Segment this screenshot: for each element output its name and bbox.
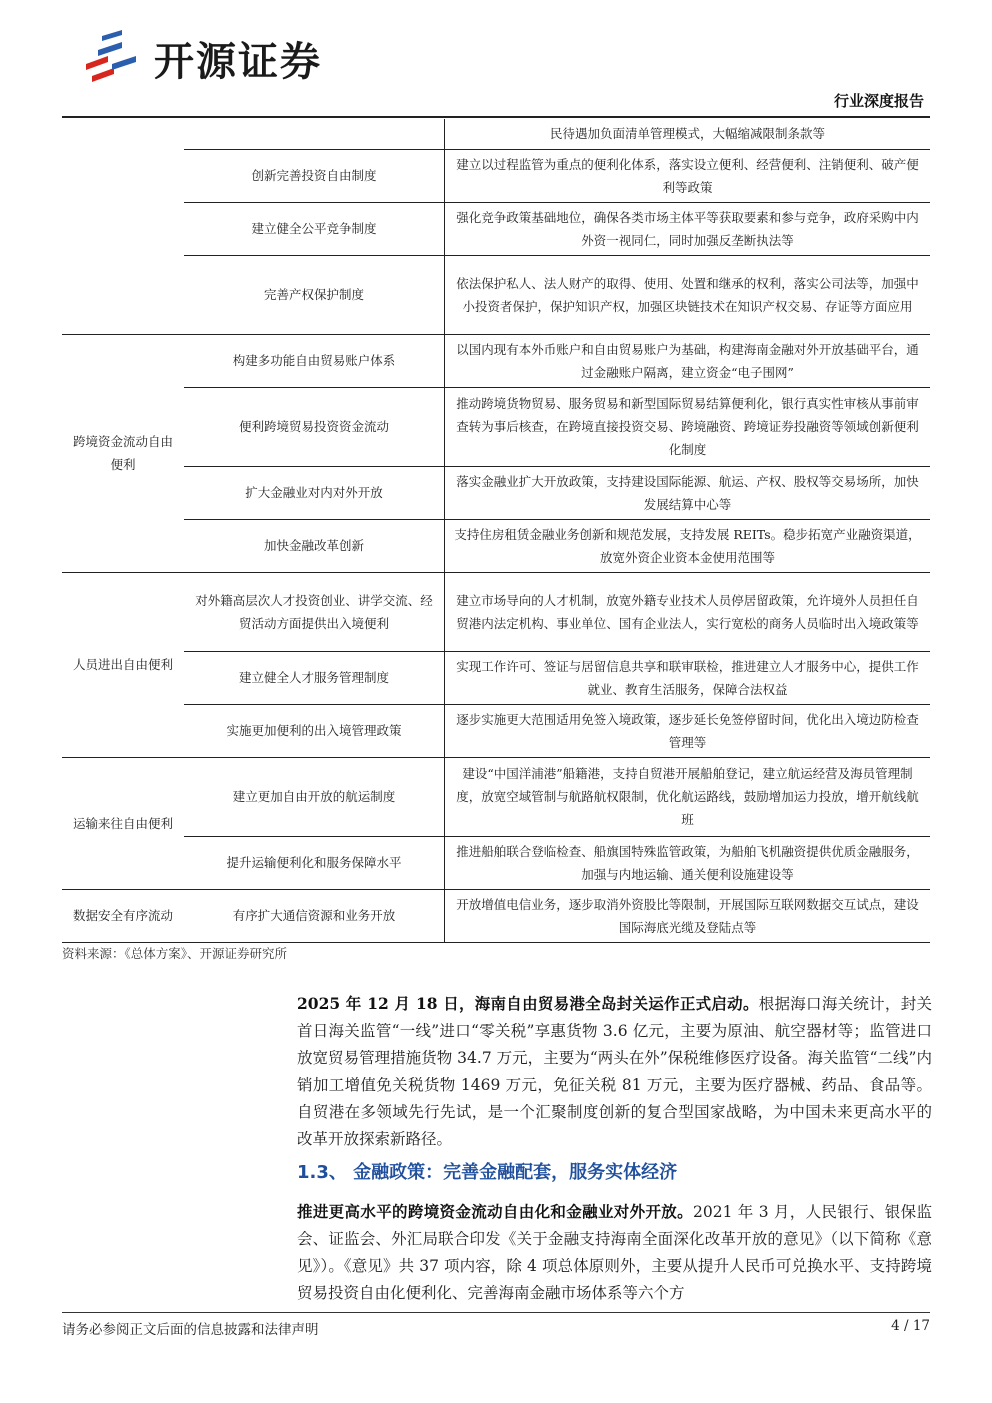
item-cell: 便利跨境贸易投资资金流动	[184, 387, 445, 466]
table-row	[62, 889, 930, 942]
item-cell: 对外籍高层次人才投资创业、讲学交流、经贸活动方面提供出入境便利	[184, 572, 445, 651]
table-row	[62, 519, 930, 572]
item-cell: 完善产权保护制度	[184, 255, 445, 334]
table-row	[62, 757, 930, 836]
desc-cell: 依法保护私人、法人财产的取得、使用、处置和继承的权利，落实公司法等，加强中小投资者保护，保护知识产权，加强区块链技术在知识产权交易、存证等方面应用	[445, 255, 931, 334]
category-cell: 人员进出自由便利	[62, 572, 184, 757]
paragraph-lead: 推进更高水平的跨境资金流动自由化和金融业对外开放。	[297, 1202, 693, 1221]
category-cell	[62, 119, 184, 334]
paragraph-lead: 2025 年 12 月 18 日，海南自由贸易港全岛封关运作正式启动。	[297, 994, 759, 1013]
table-row	[62, 466, 930, 519]
paragraph-finance	[297, 1198, 932, 1307]
footer-disclaimer: 请务必参阅正文后面的信息披露和法律声明	[62, 1322, 319, 1338]
desc-cell: 推进船舶联合登临检查、船旗国特殊监管政策，为船舶飞机融资提供优质金融服务，加强与内地运输、通关便利设施建设等	[445, 836, 931, 889]
header-divider	[62, 116, 930, 118]
category-cell: 跨境资金流动自由便利	[62, 334, 184, 572]
desc-cell: 实现工作许可、签证与居留信息共享和联审联检，推进建立人才服务中心，提供工作就业、教育生活服务，保障合法权益	[445, 651, 931, 704]
table-row	[62, 704, 930, 757]
paragraph-closure	[297, 990, 932, 1153]
table-row	[62, 836, 930, 889]
category-cell: 数据安全有序流动	[62, 889, 184, 942]
logo-text: 开源证券	[154, 38, 322, 85]
item-cell: 构建多功能自由贸易账户体系	[184, 334, 445, 387]
report-type: 行业深度报告	[833, 92, 924, 110]
logo-mark-icon	[78, 28, 148, 88]
desc-cell: 建立以过程监管为重点的便利化体系，落实设立便利、经营便利、注销便利、破产便利等政策	[445, 149, 931, 202]
logo	[78, 28, 322, 88]
table-row	[62, 387, 930, 466]
desc-cell: 民待遇加负面清单管理模式，大幅缩减限制条款等	[549, 126, 825, 142]
desc-cell: 开放增值电信业务，逐步取消外资股比等限制，开展国际互联网数据交互试点，建设国际海底光缆及登陆点等	[445, 889, 931, 942]
table-source: 资料来源：《总体方案》、开源证券研究所	[62, 946, 288, 961]
item-cell: 建立更加自由开放的航运制度	[184, 757, 445, 836]
item-cell	[184, 119, 445, 149]
table-row	[62, 119, 930, 149]
desc-cell: 建立市场导向的人才机制，放宽外籍专业技术人员停居留政策，允许境外人员担任自贸港内法定机构、事业单位、国有企业法人，实行宽松的商务人员临时出入境政策等	[445, 572, 931, 651]
desc-cell: 推动跨境货物贸易、服务贸易和新型国际贸易结算便利化，银行真实性审核从事前审查转为事后核查，在跨境直接投资交易、跨境融资、跨境证券投融资等领域创新便利化制度	[445, 387, 931, 466]
category-cell: 运输来往自由便利	[62, 757, 184, 889]
item-cell: 建立健全公平竞争制度	[184, 202, 445, 255]
item-cell: 提升运输便利化和服务保障水平	[184, 836, 445, 889]
table-row	[62, 202, 930, 255]
table-row	[62, 255, 930, 334]
paragraph-body: 根据海口海关统计，封关首日海关监管“一线”进口“零关税”享惠货物 3.6 亿元，主要为原油、航空器材等；监管进口放宽贸易管理措施货物 34.7 万元，主要为“两头在外”保税维修医疗设备。海关监管“二线”内销加工增值免关税货物 1469 万元，免征关税 81 万元，主要为医疗器械、药品、食品等。自贸港在多领域先行先试，是一个汇聚制度创新的复合型国家战略，为中国未来更高水平的改革开放探索新路径。	[297, 995, 932, 1148]
item-cell: 创新完善投资自由制度	[184, 149, 445, 202]
desc-cell: 以国内现有本外币账户和自由贸易账户为基础，构建海南金融对外开放基础平台，通过金融账户隔离，建立资金“电子围网”	[445, 334, 931, 387]
table-row	[62, 651, 930, 704]
section-heading: 1.3、 金融政策：完善金融配套，服务实体经济	[297, 1162, 678, 1183]
desc-cell: 强化竞争政策基础地位，确保各类市场主体平等获取要素和参与竞争，政府采购中内外资一视同仁，同时加强反垄断执法等	[445, 202, 931, 255]
item-cell: 扩大金融业对内对外开放	[184, 466, 445, 519]
policy-table	[62, 119, 930, 943]
table-row	[62, 334, 930, 387]
desc-cell: 逐步实施更大范围适用免签入境政策，逐步延长免签停留时间，优化出入境边防检查管理等	[445, 704, 931, 757]
item-cell: 实施更加便利的出入境管理政策	[184, 704, 445, 757]
item-cell: 加快金融改革创新	[184, 519, 445, 572]
table-row	[62, 149, 930, 202]
paragraph-body: 2021 年 3 月，人民银行、银保监会、证监会、外汇局联合印发《关于金融支持海南全面深化改革开放的意见》（以下简称《意见》）。《意见》共 37 项内容，除 4 项总体原则外，主要从提升人民币可兑换水平、支持跨境贸易投资自由化便利化、完善海南金融市场体系等六个方	[297, 1203, 932, 1302]
table-row	[62, 572, 930, 651]
desc-cell: 支持住房租赁金融业务创新和规范发展，支持发展 REITs。稳步拓宽产业融资渠道，放宽外资企业资本金使用范围等	[445, 519, 931, 572]
page-number: 4 / 17	[891, 1318, 930, 1334]
footer-divider	[62, 1312, 930, 1313]
item-cell: 建立健全人才服务管理制度	[184, 651, 445, 704]
item-cell: 有序扩大通信资源和业务开放	[184, 889, 445, 942]
desc-cell: 建设“中国洋浦港”船籍港，支持自贸港开展船舶登记，建立航运经营及海员管理制度，放宽空域管制与航路航权限制，优化航运路线，鼓励增加运力投放，增开航线航班	[445, 757, 931, 836]
desc-cell: 落实金融业扩大开放政策，支持建设国际能源、航运、产权、股权等交易场所，加快发展结算中心等	[445, 466, 931, 519]
